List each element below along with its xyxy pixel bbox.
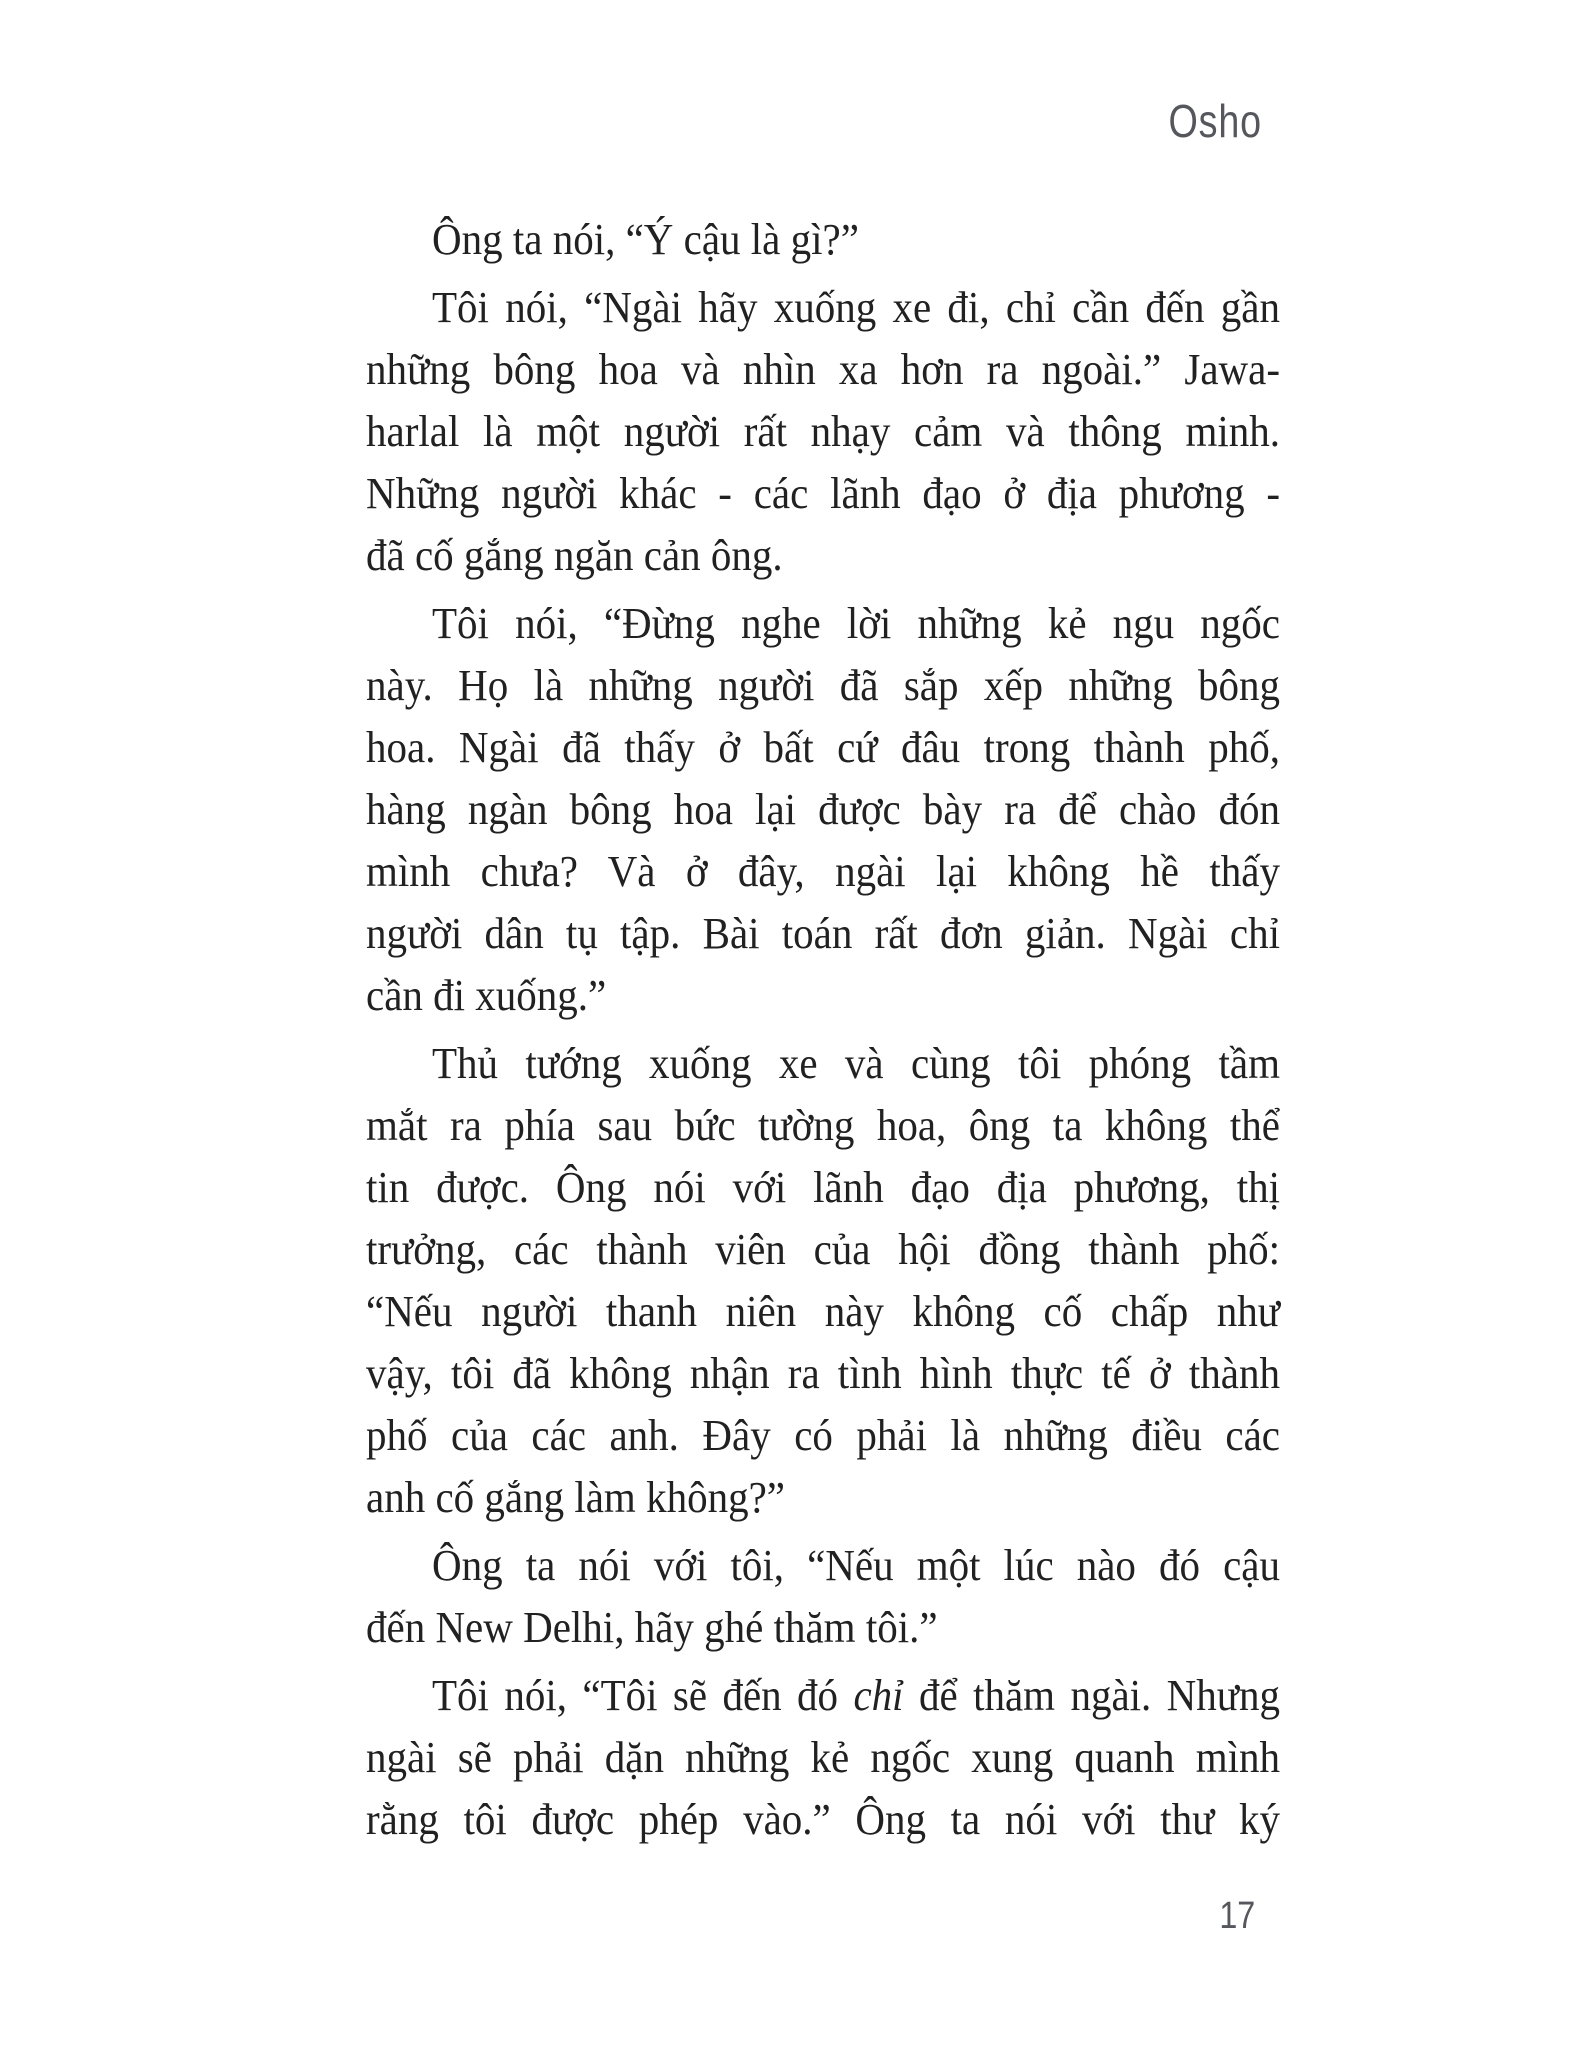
paragraph	[366, 592, 1280, 1026]
text-line: mắt ra phía sau bức tường hoa, ông ta không thể	[366, 1100, 1280, 1150]
text-line: những bông hoa và nhìn xa hơn ra ngoài.” Jawa-	[366, 344, 1280, 394]
text-line: Những người khác - các lãnh đạo ở địa phương -	[366, 468, 1280, 518]
paragraph	[366, 1534, 1280, 1658]
paragraph	[366, 1664, 1280, 1850]
text-segment: Tôi nói, “Tôi sẽ đến đó	[432, 1670, 839, 1720]
text-line: “Nếu người thanh niên này không cố chấp như	[366, 1286, 1280, 1336]
text-line: Thủ tướng xuống xe và cùng tôi phóng tầm	[432, 1038, 1280, 1088]
text-line: phố của các anh. Đây có phải là những điều các	[366, 1410, 1280, 1460]
text-line: ngài sẽ phải dặn những kẻ ngốc xung quanh mình	[366, 1732, 1280, 1782]
paragraph	[366, 1032, 1280, 1528]
text-line: trưởng, các thành viên của hội đồng thành phố:	[366, 1224, 1280, 1274]
text-line: anh cố gắng làm không?”	[366, 1472, 785, 1522]
text-line: đến New Delhi, hãy ghé thăm tôi.”	[366, 1602, 938, 1652]
text-line: hàng ngàn bông hoa lại được bày ra để chào đón	[366, 784, 1280, 834]
text-line: Ông ta nói, “Ý cậu là gì?”	[432, 214, 859, 264]
text-line: tin được. Ông nói với lãnh đạo địa phương, thị	[366, 1162, 1280, 1212]
text-line	[366, 1662, 1280, 1729]
text-line: mình chưa? Và ở đây, ngài lại không hề thấy	[366, 846, 1280, 896]
text-line: này. Họ là những người đã sắp xếp những bông	[366, 660, 1280, 710]
text-segment: để thăm ngài. Nhưng	[918, 1670, 1281, 1720]
text-line: harlal là một người rất nhạy cảm và thông minh.	[366, 406, 1280, 456]
text-line: Tôi nói, “Đừng nghe lời những kẻ ngu ngốc	[432, 598, 1280, 648]
running-header: Osho	[1168, 95, 1262, 147]
paragraph	[366, 276, 1280, 586]
text-line: vậy, tôi đã không nhận ra tình hình thực tế ở thành	[366, 1348, 1280, 1398]
text-line: Ông ta nói với tôi, “Nếu một lúc nào đó cậu	[432, 1540, 1280, 1590]
page-number: 17	[1219, 1895, 1255, 1937]
paragraph	[366, 208, 1280, 270]
text-line: cần đi xuống.”	[366, 970, 607, 1020]
text-segment-italic: chỉ	[853, 1670, 904, 1720]
text-line: hoa. Ngài đã thấy ở bất cứ đâu trong thành phố,	[366, 722, 1280, 772]
text-line: đã cố gắng ngăn cản ông.	[366, 530, 783, 580]
body-text-block	[366, 208, 1280, 1856]
text-line: rằng tôi được phép vào.” Ông ta nói với thư ký	[366, 1794, 1280, 1844]
text-line: người dân tụ tập. Bài toán rất đơn giản. Ngài chỉ	[366, 908, 1280, 958]
text-line: Tôi nói, “Ngài hãy xuống xe đi, chỉ cần đến gần	[432, 282, 1280, 332]
